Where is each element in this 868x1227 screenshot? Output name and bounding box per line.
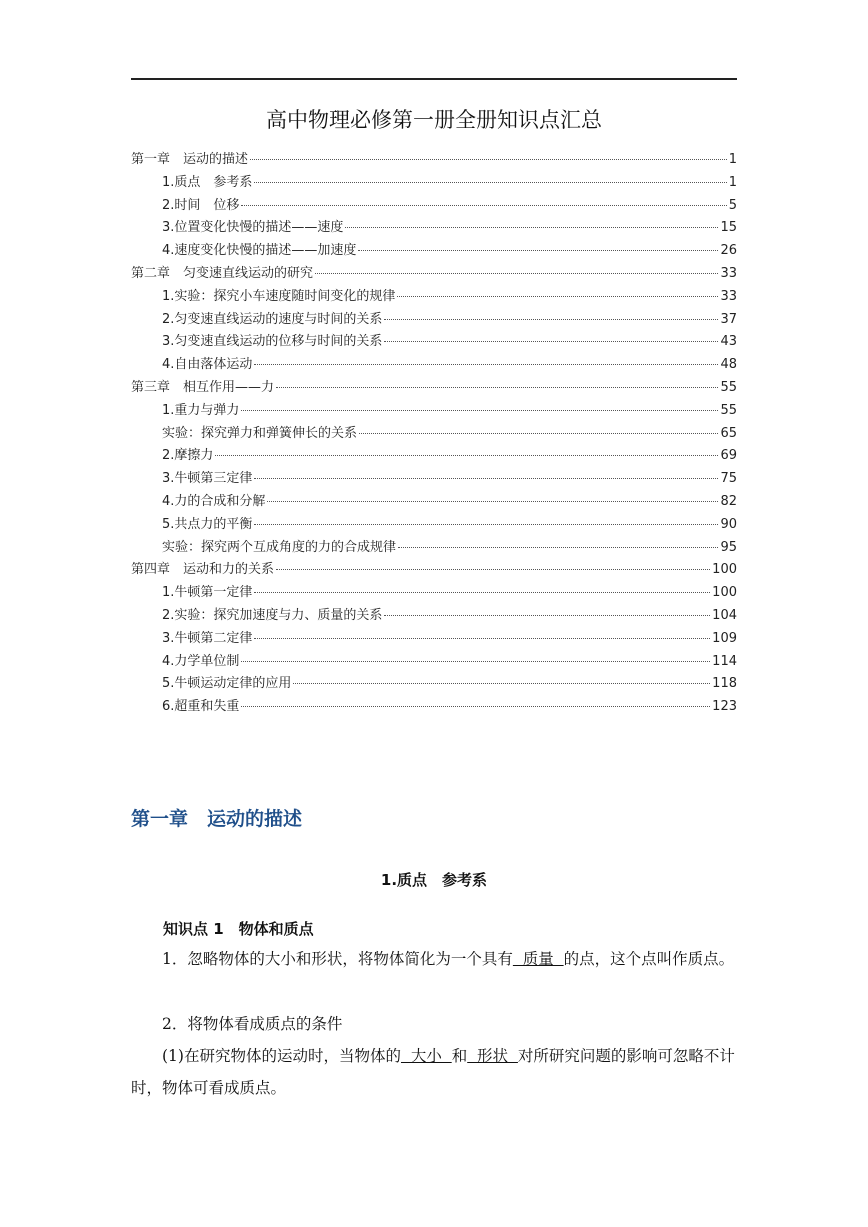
toc-section-entry[interactable]	[131, 194, 737, 217]
toc-section-entry[interactable]	[131, 536, 737, 559]
toc-section-entry[interactable]	[131, 353, 737, 376]
toc-dot-leader	[276, 387, 718, 388]
toc-entry-page-number: 100	[712, 562, 737, 578]
header-rule	[131, 78, 737, 80]
toc-chapter-entry[interactable]	[131, 558, 737, 581]
toc-entry-page-number: 48	[720, 357, 737, 373]
toc-dot-leader	[398, 547, 718, 548]
toc-chapter-entry[interactable]	[131, 148, 737, 171]
toc-chapter-entry[interactable]	[131, 376, 737, 399]
toc-entry-label: 3.牛顿第三定律	[162, 471, 253, 487]
toc-entry-page-number: 82	[720, 493, 737, 509]
toc-dot-leader	[241, 661, 710, 662]
paragraph-conditions-heading: 2．将物体看成质点的条件	[162, 1015, 343, 1033]
toc-dot-leader	[241, 706, 710, 707]
toc-entry-label: 第一章 运动的描述	[131, 152, 249, 167]
toc-dot-leader	[241, 410, 718, 411]
toc-dot-leader	[384, 341, 718, 342]
toc-entry-label: 2.时间 位移	[162, 197, 240, 213]
toc-dot-leader	[345, 227, 718, 228]
toc-dot-leader	[254, 478, 718, 479]
toc-section-entry[interactable]	[131, 422, 737, 445]
fill-blank-answer: 形状	[467, 1047, 518, 1065]
toc-entry-page-number: 69	[720, 448, 737, 464]
toc-dot-leader	[254, 592, 710, 593]
toc-entry-label: 1.实验：探究小车速度随时间变化的规律	[162, 288, 396, 304]
toc-section-entry[interactable]	[131, 695, 737, 718]
toc-entry-page-number: 1	[728, 152, 737, 167]
toc-section-entry[interactable]	[131, 216, 737, 239]
toc-entry-page-number: 43	[720, 334, 737, 350]
toc-entry-page-number: 55	[720, 379, 737, 395]
toc-dot-leader	[254, 364, 718, 365]
table-of-contents	[131, 148, 737, 718]
toc-entry-page-number: 26	[720, 243, 737, 259]
toc-section-entry[interactable]	[131, 444, 737, 467]
toc-entry-label: 2.实验：探究加速度与力、质量的关系	[162, 607, 383, 623]
toc-dot-leader	[250, 159, 727, 160]
toc-section-entry[interactable]	[131, 467, 737, 490]
toc-entry-label: 第二章 匀变速直线运动的研究	[131, 265, 314, 281]
toc-entry-page-number: 37	[720, 311, 737, 327]
toc-section-entry[interactable]	[131, 285, 737, 308]
toc-entry-page-number: 75	[720, 471, 737, 487]
paragraph-text: 1．忽略物体的大小和形状，将物体简化为一个具有	[162, 950, 513, 968]
toc-entry-label: 4.速度变化快慢的描述——加速度	[162, 243, 357, 259]
document-title: 高中物理必修第一册全册知识点汇总	[266, 108, 602, 132]
toc-dot-leader	[254, 638, 710, 639]
toc-entry-label: 4.力的合成和分解	[162, 493, 266, 509]
toc-section-entry[interactable]	[131, 581, 737, 604]
fill-blank-answer: 质量	[512, 950, 564, 968]
toc-section-entry[interactable]	[131, 627, 737, 650]
toc-entry-page-number: 55	[720, 402, 737, 418]
toc-entry-page-number: 33	[720, 288, 737, 304]
toc-entry-label: 1.质点 参考系	[162, 174, 253, 190]
toc-entry-label: 4.自由落体运动	[162, 357, 253, 373]
toc-section-entry[interactable]	[131, 308, 737, 331]
toc-entry-label: 2.匀变速直线运动的速度与时间的关系	[162, 311, 383, 327]
toc-dot-leader	[293, 683, 710, 684]
toc-dot-leader	[215, 455, 718, 456]
toc-dot-leader	[384, 615, 710, 616]
toc-section-entry[interactable]	[131, 399, 737, 422]
fill-blank-answer: 大小	[400, 1047, 452, 1065]
paragraph-text: 的点，这个点叫作质点。	[563, 950, 735, 968]
toc-entry-page-number: 90	[720, 516, 737, 532]
toc-entry-label: 4.力学单位制	[162, 653, 240, 669]
toc-dot-leader	[384, 319, 718, 320]
toc-entry-page-number: 65	[720, 425, 737, 441]
toc-entry-label: 5.牛顿运动定律的应用	[162, 676, 292, 692]
toc-chapter-entry[interactable]	[131, 262, 737, 285]
toc-entry-label: 2.摩擦力	[162, 448, 214, 464]
toc-entry-label: 实验：探究两个互成角度的力的合成规律	[162, 539, 397, 555]
toc-section-entry[interactable]	[131, 672, 737, 695]
section-title: 1.质点 参考系	[380, 871, 488, 889]
toc-dot-leader	[241, 205, 726, 206]
toc-dot-leader	[359, 433, 718, 434]
toc-dot-leader	[397, 296, 718, 297]
toc-entry-label: 1.重力与弹力	[162, 402, 240, 418]
toc-entry-page-number: 1	[728, 174, 737, 190]
toc-dot-leader	[267, 501, 718, 502]
toc-entry-page-number: 104	[712, 607, 737, 623]
toc-dot-leader	[276, 569, 710, 570]
toc-entry-page-number: 33	[720, 265, 737, 281]
toc-section-entry[interactable]	[131, 171, 737, 194]
toc-entry-label: 3.位置变化快慢的描述——速度	[162, 220, 344, 236]
toc-dot-leader	[358, 250, 718, 251]
toc-entry-label: 第四章 运动和力的关系	[131, 562, 275, 578]
paragraph-point-mass-definition	[131, 943, 737, 975]
toc-entry-page-number: 100	[712, 585, 737, 601]
paragraph-text: (1)在研究物体的运动时，当物体的	[162, 1047, 401, 1065]
toc-entry-page-number: 5	[728, 197, 737, 213]
toc-section-entry[interactable]	[131, 239, 737, 262]
toc-section-entry[interactable]	[131, 650, 737, 673]
toc-entry-page-number: 109	[712, 630, 737, 646]
toc-entry-label: 3.牛顿第二定律	[162, 630, 253, 646]
toc-entry-page-number: 123	[712, 699, 737, 715]
toc-dot-leader	[254, 182, 726, 183]
toc-section-entry[interactable]	[131, 513, 737, 536]
toc-section-entry[interactable]	[131, 330, 737, 353]
toc-entry-label: 实验：探究弹力和弹簧伸长的关系	[162, 425, 358, 441]
knowledge-point-heading: 知识点 1 物体和质点	[163, 920, 314, 938]
toc-entry-label: 6.超重和失重	[162, 699, 240, 715]
toc-section-entry[interactable]	[131, 604, 737, 627]
toc-entry-page-number: 95	[720, 539, 737, 555]
toc-entry-page-number: 15	[720, 220, 737, 236]
paragraph-condition-1	[131, 1040, 737, 1104]
toc-dot-leader	[315, 273, 718, 274]
chapter-heading: 第一章 运动的描述	[131, 808, 303, 830]
toc-dot-leader	[254, 524, 718, 525]
toc-section-entry[interactable]	[131, 490, 737, 513]
toc-entry-label: 第三章 相互作用——力	[131, 379, 275, 395]
toc-entry-page-number: 114	[712, 653, 737, 669]
toc-entry-label: 1.牛顿第一定律	[162, 585, 253, 601]
paragraph-text: 对所研究问题的影响可忽略不计时，物体可看成质点。	[131, 1047, 735, 1097]
toc-entry-label: 3.匀变速直线运动的位移与时间的关系	[162, 334, 383, 350]
toc-entry-page-number: 118	[712, 676, 737, 692]
toc-entry-label: 5.共点力的平衡	[162, 516, 253, 532]
paragraph-text: 和	[451, 1047, 468, 1065]
